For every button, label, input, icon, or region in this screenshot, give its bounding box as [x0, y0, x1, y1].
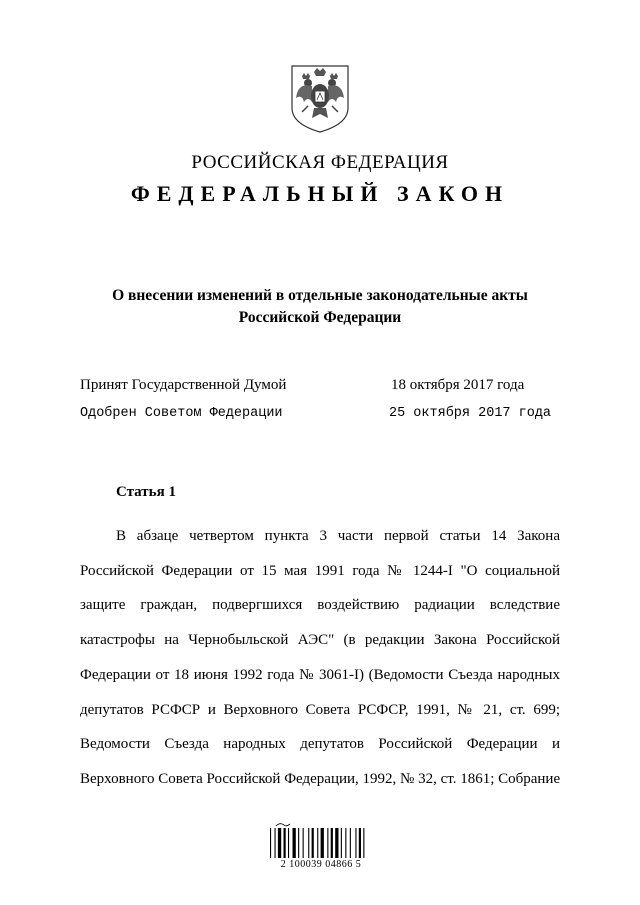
body-line: Ведомости Съезда народных депутатов Российской Федерации и [80, 736, 560, 753]
adoption-label: Одобрен Советом Федерации [80, 406, 283, 421]
article-body [80, 519, 560, 797]
country-heading: РОССИЙСКАЯ ФЕДЕРАЦИЯ [191, 152, 449, 173]
article-heading: Статья 1 [116, 484, 176, 500]
adoption-label: Принят Государственной Думой [80, 377, 287, 393]
barcode-bars [268, 822, 374, 858]
law-title-line: Российской Федерации [238, 309, 402, 326]
law-type-heading: ФЕДЕРАЛЬНЫЙ ЗАКОН [130, 181, 510, 206]
body-line: катастрофы на Чернобыльской АЭС" (в редакции Закона Российской [80, 632, 560, 649]
barcode [268, 822, 374, 870]
law-title [80, 285, 560, 329]
body-line: депутатов РСФСР и Верховного Совета РСФСР, 1991, № 21, ст. 699; [80, 701, 560, 718]
body-line: защите граждан, подвергшихся воздействию радиации вследствие [80, 597, 560, 614]
barcode-number: 2 100039 04866 5 [280, 859, 362, 870]
law-title-line: О внесении изменений в отдельные законодательные акты [112, 287, 528, 304]
body-line: Верховного Совета Российской Федерации, 1992, № 32, ст. 1861; Собрание [80, 770, 561, 787]
adoption-date: 25 октября 2017 года [389, 406, 552, 421]
coat-of-arms-icon [288, 62, 352, 134]
body-line: Российской Федерации от 15 мая 1991 года № 1244-I "О социальной [80, 562, 560, 579]
adoption-date: 18 октября 2017 года [391, 377, 525, 393]
body-line: Федерации от 18 июня 1992 года № 3061-I) (Ведомости Съезда народных [80, 666, 560, 683]
body-line: В абзаце четвертом пункта 3 части первой статьи 14 Закона [116, 528, 560, 544]
